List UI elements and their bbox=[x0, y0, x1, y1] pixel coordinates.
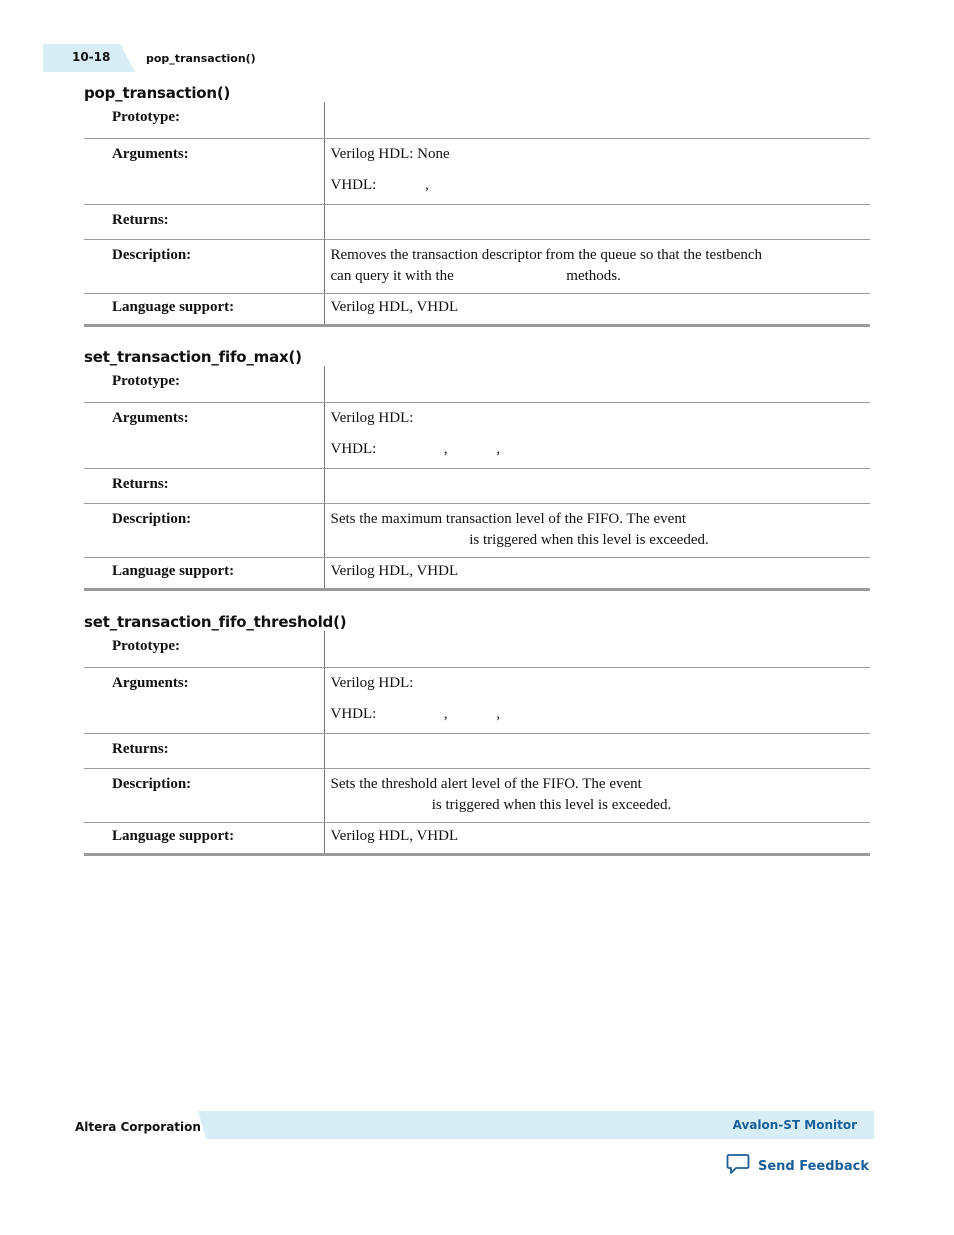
language-value: Verilog HDL, VHDL bbox=[330, 827, 459, 844]
arguments-verilog: Verilog HDL: None bbox=[330, 145, 450, 162]
prototype-value bbox=[331, 366, 841, 377]
table-row bbox=[84, 631, 870, 667]
description-text-cont: is triggered when this level is exceeded. bbox=[330, 531, 709, 548]
language-label: Language support: bbox=[112, 562, 235, 579]
table-row bbox=[84, 293, 870, 325]
send-feedback-link[interactable] bbox=[726, 1153, 869, 1179]
table-row bbox=[84, 557, 870, 589]
table-row bbox=[84, 239, 870, 293]
table-row bbox=[84, 138, 870, 204]
description-text: Sets the threshold alert level of the FIFO. The event bbox=[330, 775, 642, 792]
table-row bbox=[84, 822, 870, 854]
prototype-label: Prototype: bbox=[112, 109, 181, 125]
prototype-value bbox=[331, 631, 841, 642]
language-value: Verilog HDL, VHDL bbox=[330, 562, 459, 579]
send-feedback-label[interactable]: Send Feedback bbox=[758, 1158, 869, 1174]
arguments-vhdl: VHDL: , , bbox=[330, 440, 501, 457]
table-row bbox=[84, 366, 870, 402]
language-label: Language support: bbox=[112, 827, 235, 844]
spec-table bbox=[84, 366, 870, 591]
language-label: Language support: bbox=[112, 298, 235, 315]
section-title: pop_transaction() bbox=[84, 84, 231, 102]
table-row bbox=[84, 468, 870, 503]
returns-label: Returns: bbox=[112, 211, 169, 228]
footer-company: Altera Corporation bbox=[75, 1120, 201, 1134]
language-value: Verilog HDL, VHDL bbox=[330, 298, 459, 315]
table-row bbox=[84, 667, 870, 733]
description-text-cont: can query it with the methods. bbox=[330, 267, 621, 284]
description-label: Description: bbox=[112, 246, 192, 263]
prototype-value bbox=[331, 102, 841, 113]
returns-label: Returns: bbox=[112, 475, 169, 492]
table-row bbox=[84, 768, 870, 822]
spec-table bbox=[84, 631, 870, 856]
table-row bbox=[84, 733, 870, 768]
arguments-label: Arguments: bbox=[112, 145, 189, 162]
spec-table bbox=[84, 102, 870, 327]
section-pop-transaction bbox=[84, 84, 870, 327]
table-row bbox=[84, 102, 870, 138]
arguments-verilog: Verilog HDL: bbox=[330, 674, 414, 691]
speech-bubble-icon bbox=[726, 1153, 750, 1179]
arguments-verilog: Verilog HDL: bbox=[330, 409, 414, 426]
description-label: Description: bbox=[112, 510, 192, 527]
arguments-vhdl: VHDL: , bbox=[330, 176, 429, 193]
returns-value bbox=[331, 469, 841, 480]
section-set-transaction-fifo-max bbox=[84, 348, 870, 591]
section-set-transaction-fifo-threshold bbox=[84, 613, 870, 856]
footer-document-title[interactable]: Avalon-ST Monitor bbox=[732, 1118, 857, 1132]
prototype-label: Prototype: bbox=[112, 638, 181, 654]
section-title: set_transaction_fifo_threshold() bbox=[84, 613, 347, 631]
description-text-cont: is triggered when this level is exceeded. bbox=[330, 796, 672, 813]
returns-value bbox=[331, 734, 841, 745]
description-text: Sets the maximum transaction level of the FIFO. The event bbox=[330, 510, 686, 527]
description-label: Description: bbox=[112, 775, 192, 792]
arguments-vhdl: VHDL: , , bbox=[330, 705, 501, 722]
table-row bbox=[84, 503, 870, 557]
description-text: Removes the transaction descriptor from the queue so that the testbench bbox=[330, 246, 763, 263]
prototype-label: Prototype: bbox=[112, 373, 181, 389]
page-number: 10-18 bbox=[72, 50, 111, 64]
arguments-label: Arguments: bbox=[112, 674, 189, 691]
table-row bbox=[84, 204, 870, 239]
arguments-label: Arguments: bbox=[112, 409, 189, 426]
returns-label: Returns: bbox=[112, 740, 169, 757]
running-title: pop_transaction() bbox=[146, 52, 256, 65]
section-title: set_transaction_fifo_max() bbox=[84, 348, 302, 366]
returns-value bbox=[331, 205, 841, 216]
table-row bbox=[84, 402, 870, 468]
